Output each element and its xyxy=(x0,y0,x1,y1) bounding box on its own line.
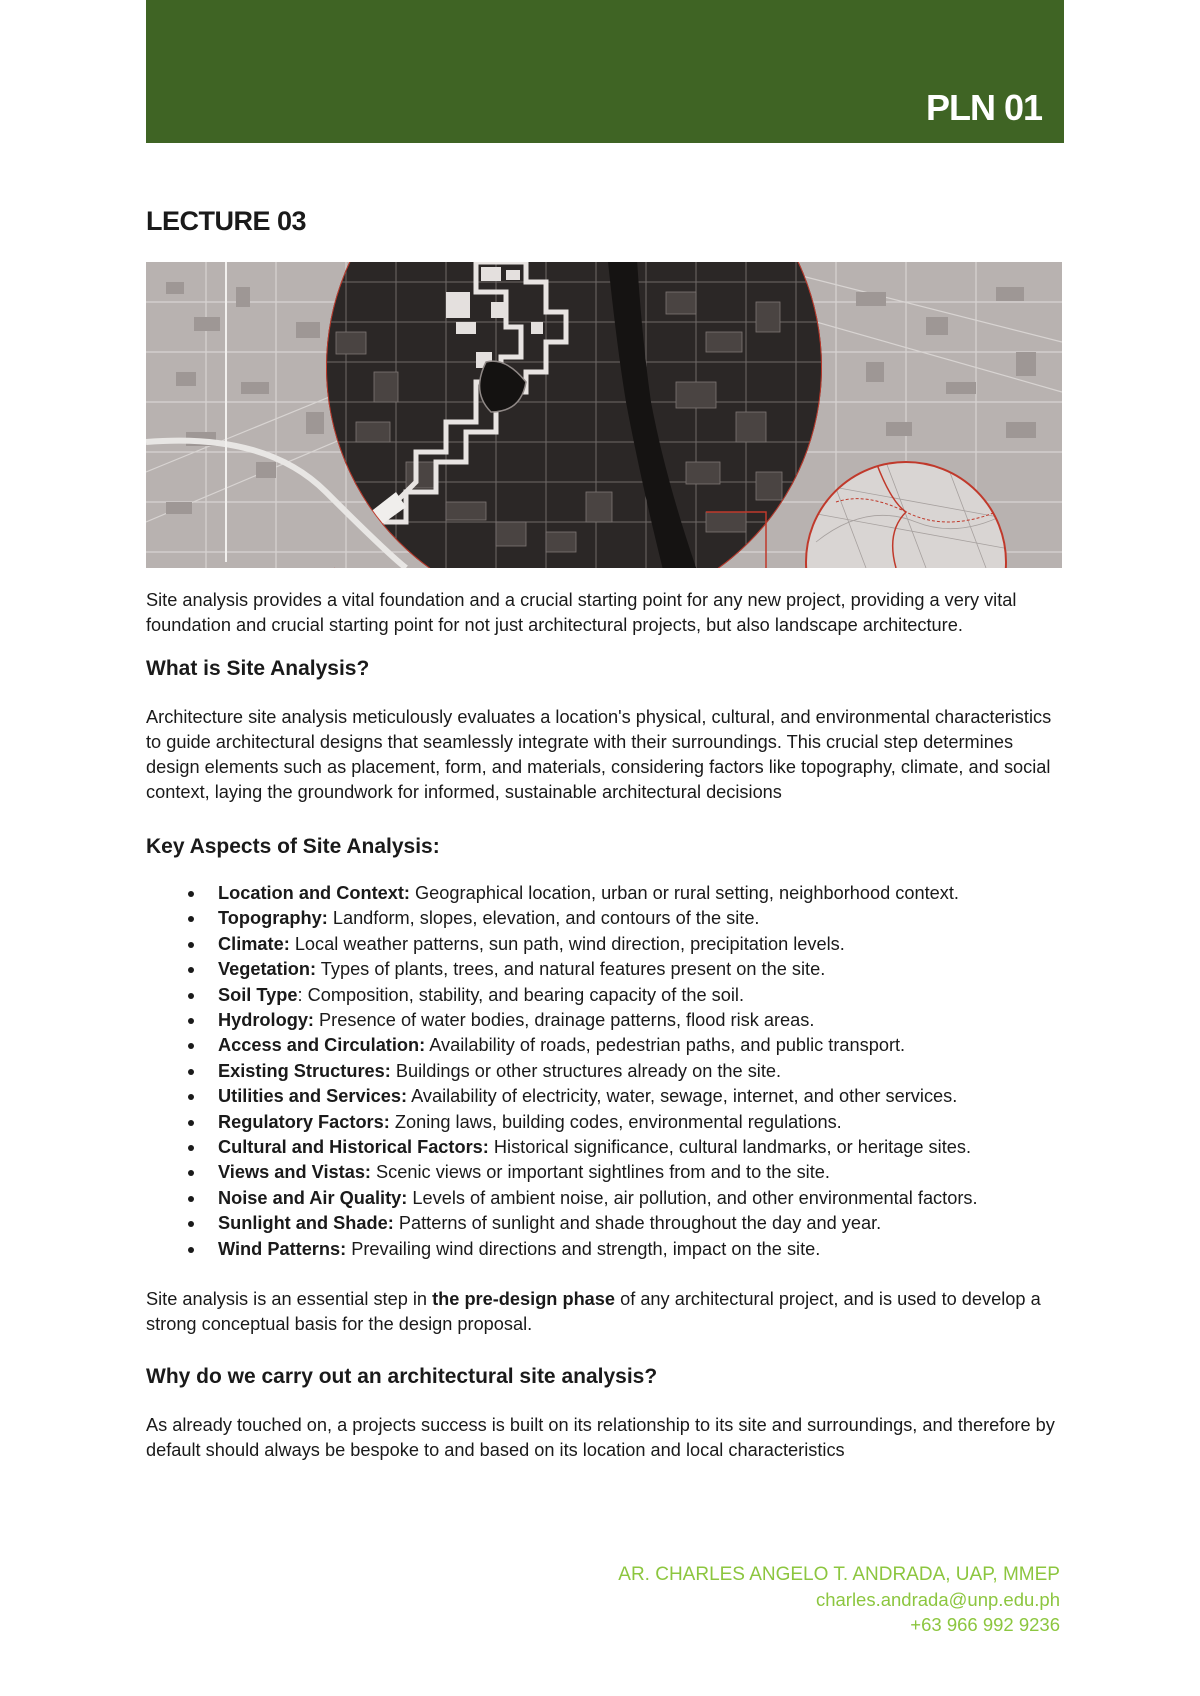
header-band xyxy=(146,0,1064,143)
author-footer xyxy=(618,1562,1060,1637)
heading-why-site-analysis: Why do we carry out an architectural site analysis? xyxy=(146,1365,658,1389)
aspect-term: Views and Vistas: xyxy=(218,1162,371,1183)
aspect-desc: Availability of roads, pedestrian paths, and public transport. xyxy=(425,1035,906,1056)
predesign-text-before: Site analysis is an essential step in xyxy=(146,1289,433,1310)
site-map-image xyxy=(146,262,1062,568)
aspect-term: Hydrology: xyxy=(218,1010,314,1031)
aspect-term: Access and Circulation: xyxy=(218,1035,426,1056)
list-item xyxy=(218,957,1064,982)
aspect-term: Soil Type xyxy=(218,984,298,1005)
aspect-term: Location and Context: xyxy=(218,883,410,903)
author-email[interactable]: charles.andrada@unp.edu.ph xyxy=(815,1589,1060,1610)
author-phone: +63 966 992 9236 xyxy=(910,1614,1060,1635)
aspect-desc: : Composition, stability, and bearing capacity of the soil. xyxy=(297,984,744,1005)
list-item xyxy=(218,1160,1064,1185)
list-item xyxy=(218,1135,1064,1160)
aspect-desc: Landform, slopes, elevation, and contours of the site. xyxy=(327,908,760,929)
aspect-term: Climate: xyxy=(218,933,290,954)
list-item xyxy=(218,1186,1064,1211)
aspect-term: Cultural and Historical Factors: xyxy=(218,1137,489,1158)
aspect-term: Sunlight and Shade: xyxy=(218,1213,394,1234)
aspect-desc: Presence of water bodies, drainage patterns, flood risk areas. xyxy=(314,1010,815,1031)
aspect-desc: Scenic views or important sightlines from and to the site. xyxy=(371,1162,830,1183)
aspect-desc: Zoning laws, building codes, environmental regulations. xyxy=(389,1111,842,1132)
definition-paragraph: Architecture site analysis meticulously evaluates a location's physical, cultural, and environmental characteristics to guide architectural designs that seamlessly integrate with their surroundings. This crucial step determines design elements such as placement, form, and materials, considering factors like topography, climate, and social context, laying the groundwork for informed, sustainable architectural decisions xyxy=(146,707,1052,802)
aspect-term: Vegetation: xyxy=(218,959,317,980)
aspect-desc: Types of plants, trees, and natural features present on the site. xyxy=(316,959,826,980)
predesign-text-after: of any architectural project, and is used to develop a strong conceptual basis for the design proposal. xyxy=(146,1289,1041,1335)
predesign-emphasis: the pre-design phase xyxy=(432,1289,616,1310)
list-item xyxy=(218,1008,1064,1033)
aspect-term: Utilities and Services: xyxy=(218,1086,408,1107)
aspect-desc: Historical significance, cultural landmarks, or heritage sites. xyxy=(488,1137,972,1158)
aspect-term: Noise and Air Quality: xyxy=(218,1187,408,1208)
aspect-term: Wind Patterns: xyxy=(218,1238,347,1259)
aspect-desc: Prevailing wind directions and strength, impact on the site. xyxy=(346,1238,821,1259)
list-item xyxy=(218,983,1064,1008)
why-paragraph: As already touched on, a projects success is built on its relationship to its site and surroundings, and therefore by default should always be bespoke to and based on its location and local characteristics xyxy=(146,1415,1055,1461)
intro-paragraph: Site analysis provides a vital foundation and a crucial starting point for any new project, providing a very vital foundation and crucial starting point for not just architectural projects, but also landscape architecture. xyxy=(146,590,1017,635)
list-item xyxy=(218,906,1064,931)
aspect-term: Existing Structures: xyxy=(218,1060,391,1081)
key-aspects-list xyxy=(146,881,1064,1262)
aspect-desc: Availability of electricity, water, sewage, internet, and other services. xyxy=(407,1086,958,1107)
aspect-desc: Geographical location, urban or rural setting, neighborhood context. xyxy=(409,883,959,903)
lecture-content xyxy=(146,588,1064,1463)
heading-what-is-site-analysis: What is Site Analysis? xyxy=(146,657,370,680)
list-item xyxy=(218,881,1064,906)
aspect-desc: Patterns of sunlight and shade throughout the day and year. xyxy=(393,1213,882,1234)
course-code: PLN 01 xyxy=(925,87,1042,128)
aspect-term: Regulatory Factors: xyxy=(218,1111,390,1132)
heading-key-aspects: Key Aspects of Site Analysis: xyxy=(146,835,440,858)
list-item xyxy=(218,1237,1064,1262)
lecture-title: LECTURE 03 xyxy=(146,206,307,236)
list-item xyxy=(218,1110,1064,1135)
aspect-term: Topography: xyxy=(218,908,328,929)
author-name: AR. CHARLES ANGELO T. ANDRADA, UAP, MMEP xyxy=(618,1564,1060,1585)
aspect-desc: Buildings or other structures already on the site. xyxy=(390,1060,782,1081)
list-item xyxy=(218,1211,1064,1236)
aspect-desc: Local weather patterns, sun path, wind direction, precipitation levels. xyxy=(289,933,845,954)
list-item xyxy=(218,1033,1064,1058)
predesign-paragraph xyxy=(146,1287,1064,1337)
aspect-desc: Levels of ambient noise, air pollution, and other environmental factors. xyxy=(407,1187,978,1208)
list-item xyxy=(218,932,1064,957)
list-item xyxy=(218,1084,1064,1109)
list-item xyxy=(218,1059,1064,1084)
